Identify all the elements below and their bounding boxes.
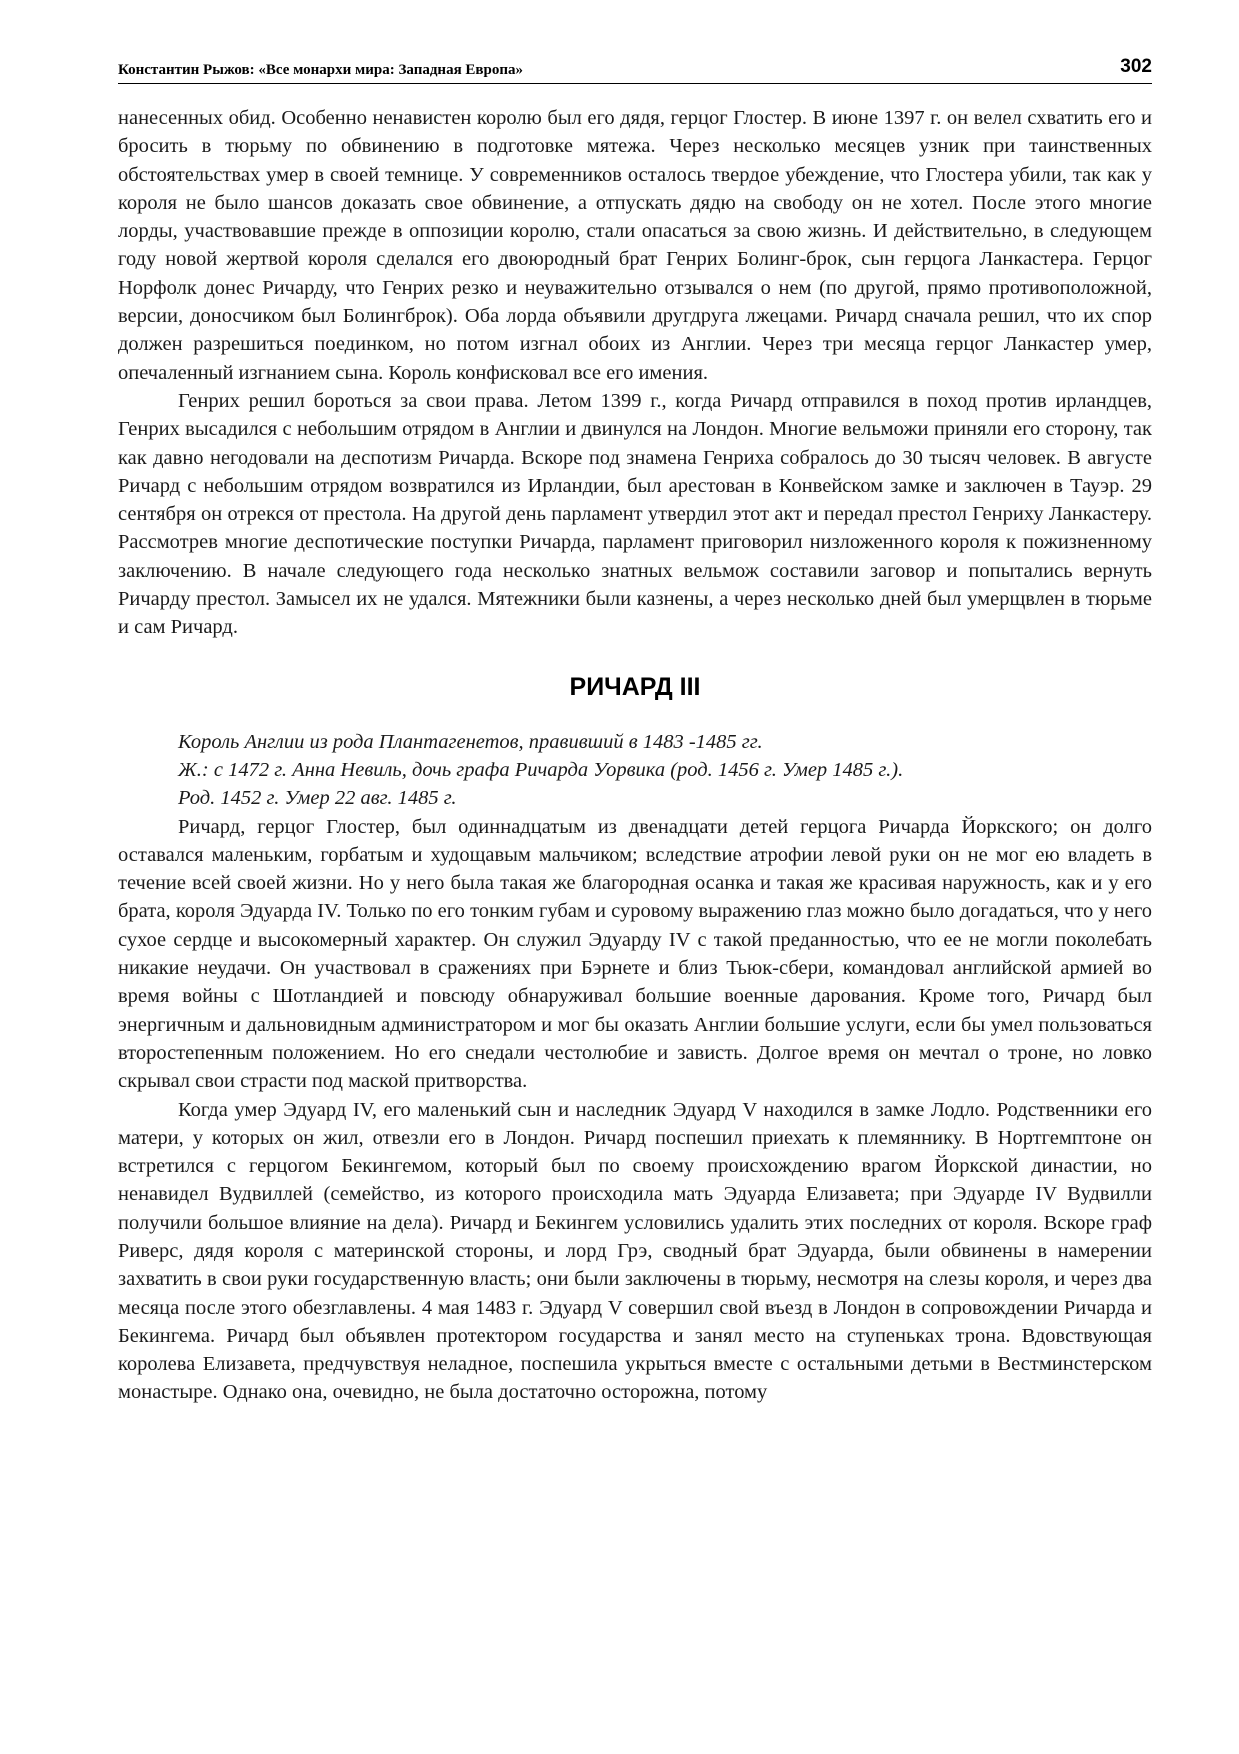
- chapter-meta-reign: Король Англии из рода Плантагенетов, правивший в 1483 -1485 гг.: [178, 730, 763, 753]
- paragraph: Генрих решил бороться за свои права. Летом 1399 г., когда Ричард отправился в поход против ирландцев, Генрих высадился с небольшим отрядом в Англии и двинулся на Лондон. Многие вельможи приняли его сторону, так как давно негодовали на деспотизм Ричарда. Вскоре под знамена Генриха собралось до 30 тысяч человек. В августе Ричард с небольшим отрядом возвратился из Ирландии, был арестован в Конвейском замке и заключен в Тауэр. 29 сентября он отрекся от престола. На другой день парламент утвердил этот акт и передал престол Генриху Ланкастеру. Рассмотрев многие деспотические поступки Ричарда, парламент приговорил низложенного короля к пожизненному заключению. В начале следующего года несколько знатных вельмож составили заговор и попытались вернуть Ричарду престол. Замысел их не удался. Мятежники были казнены, а через несколько дней был умерщвлен в тюрьме и сам Ричард.: [118, 389, 1152, 639]
- page-number: 302: [1120, 56, 1152, 77]
- chapter-meta-spouse: Ж.: с 1472 г. Анна Невиль, дочь графа Ричарда Уорвика (род. 1456 г. Умер 1485 г.).: [178, 758, 904, 781]
- paragraph: Когда умер Эдуард IV, его маленький сын и наследник Эдуард V находился в замке Лодло. Родственники его матери, у которых он жил, отвезли его в Лондон. Ричард поспешил приехать к племяннику. В Нортгемптоне он встретился с герцогом Бекингемом, который был по своему происхождению врагом Йоркской династии, но ненавидел Вудвиллей (семейство, из которого происходила мать Эдуарда Елизавета; при Эдуарде IV Вудвилли получили большое влияние на дела). Ричард и Бекингем условились удалить этих последних от короля. Вскоре граф Риверс, дядя короля с материнской стороны, и лорд Грэ, сводный брат Эдуарда, были обвинены в намерении захватить в свои руки государственную власть; они были заключены в тюрьму, несмотря на слезы короля, и через два месяца после этого обезглавлены. 4 мая 1483 г. Эдуард V совершил свой въезд в Лондон в сопровождении Ричарда и Бекингема. Ричард был объявлен протектором государства и занял место на ступеньках трона. Вдовствующая королева Елизавета, предчувствуя неладное, поспешила укрыться вместе с остальными детьми в Вестминстерском монастыре. Однако она, очевидно, не была достаточно осторожна, потому: [118, 1098, 1152, 1404]
- chapter-title: РИЧАРД III: [569, 672, 701, 701]
- paragraph: Ричард, герцог Глостер, был одиннадцатым из двенадцати детей герцога Ричарда Йоркского; он долго оставался маленьким, горбатым и худощавым мальчиком; вследствие атрофии левой руки он не мог ею владеть в течение всей своей жизни. Но у него была такая же благородная осанка и такая же красивая наружность, как и у его брата, короля Эдуарда IV. Только по его тонким губам и суровому выражению глаз можно было догадаться, что у него сухое сердце и высокомерный характер. Он служил Эдуарду IV с такой преданностью, что ее не могли поколебать никакие неудачи. Он участвовал в сражениях при Бэрнете и близ Тьюк-сбери, командовал английской армией во время войны с Шотландией и повсюду обнаруживал большие военные дарования. Кроме того, Ричард был энергичным и дальновидным администратором и мог бы оказать Англии большие услуги, если бы умел пользоваться второстепенным положением. Но его снедали честолюбие и зависть. Долгое время он мечтал о троне, но ловко скрывал свои страсти под маской притворства.: [118, 815, 1152, 1093]
- header-rule: [118, 83, 1152, 84]
- running-header: [118, 56, 1152, 82]
- header-title: Константин Рыжов: «Все монархи мира: Западная Европа»: [118, 62, 524, 78]
- text-body: [118, 104, 1152, 1407]
- paragraph: нанесенных обид. Особенно ненавистен королю был его дядя, герцог Глостер. В июне 1397 г. он велел схватить его и бросить в тюрьму по обвинению в подготовке мятежа. Через несколько месяцев узник при таинственных обстоятельствах умер в своей темнице. У современников осталось твердое убеждение, что Глостера убили, так как у короля не было шансов доказать свое обвинение, а отпускать дядю на свободу он не хотел. После этого многие лорды, участвовавшие прежде в оппозиции королю, стали опасаться за свою жизнь. И действительно, в следующем году новой жертвой короля сделался его двоюродный брат Генрих Болинг-брок, сын герцога Ланкастера. Герцог Норфолк донес Ричарду, что Генрих резко и неуважительно отзывался о нем (по другой, прямо противоположной, версии, доносчиком был Болингброк). Оба лорда объявили другдруга лжецами. Ричард сначала решил, что их спор должен разрешиться поединком, но потом изгнал обоих из Англии. Через три месяца герцог Ланкастер умер, опечаленный изгнанием сына. Король конфисковал все его имения.: [118, 107, 1152, 384]
- chapter-meta-dates: Род. 1452 г. Умер 22 авг. 1485 г.: [178, 787, 457, 810]
